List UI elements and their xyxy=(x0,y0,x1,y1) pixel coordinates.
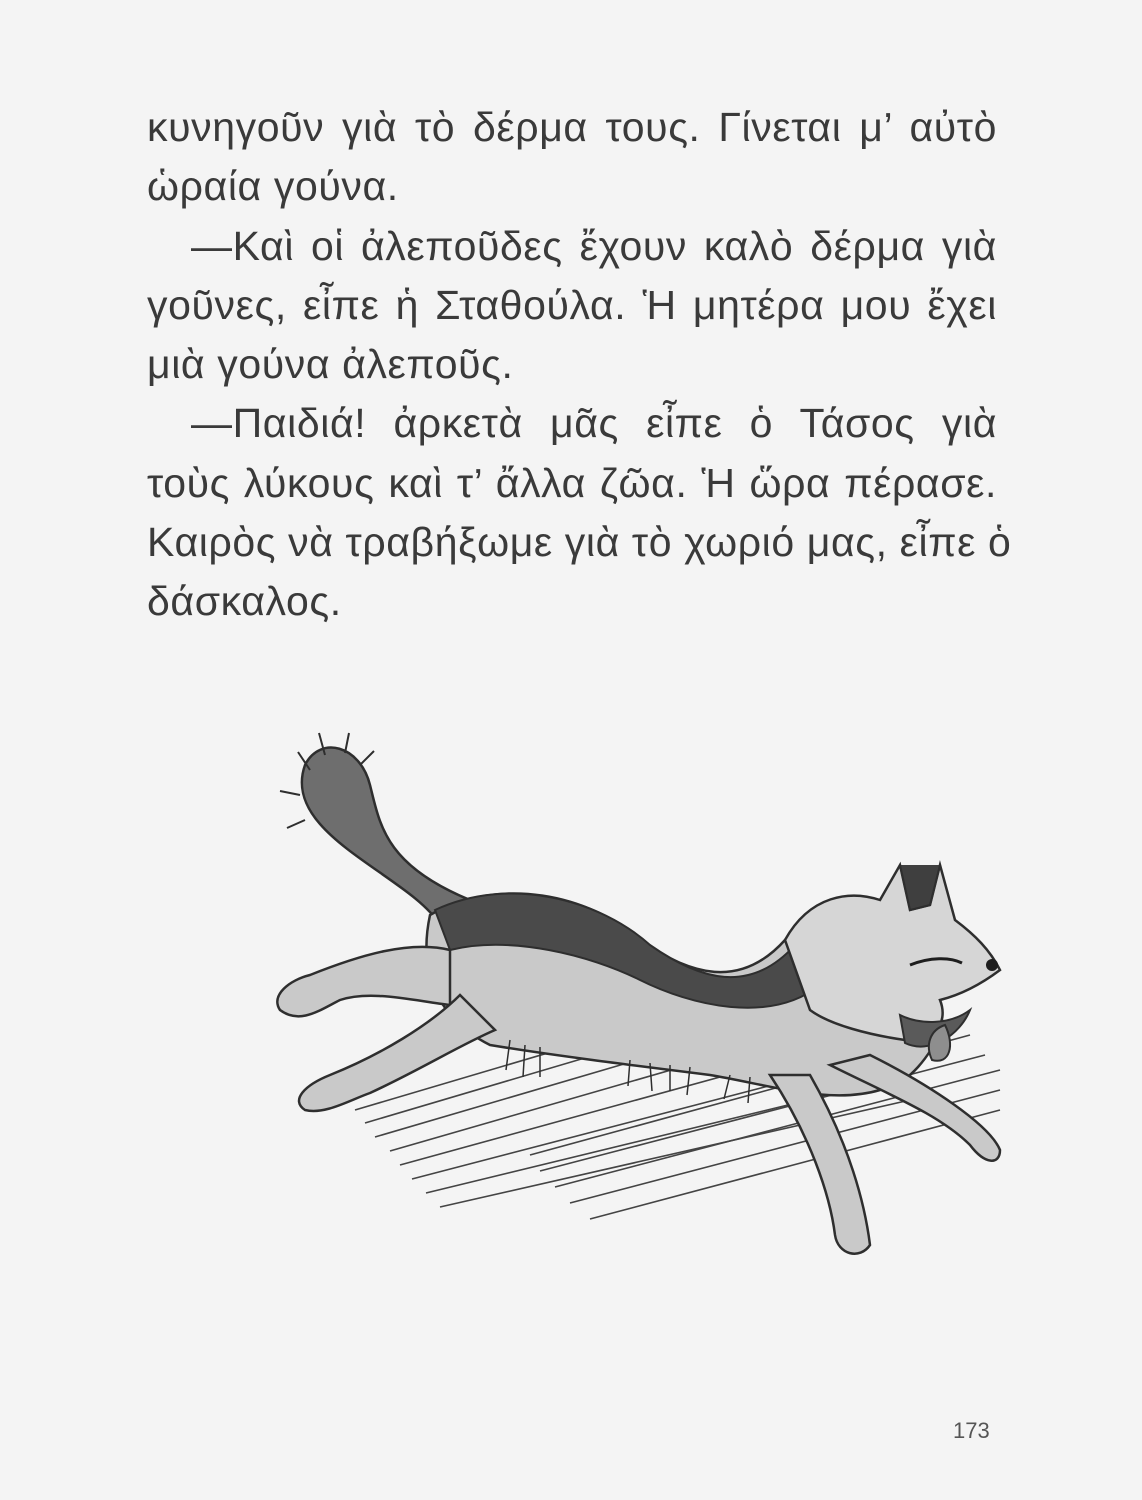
text-line: —Καὶ οἱ ἀλεποῦδες ἔχουν καλὸ δέρμα γιὰ xyxy=(191,222,997,269)
text-line: κυνηγοῦν γιὰ τὸ δέρμα τους. Γίνεται μ’ αὐτὸ xyxy=(147,104,997,150)
paragraph-2 xyxy=(147,217,997,395)
story-text xyxy=(147,98,1012,632)
text-line: Καιρὸς νὰ τραβήξωμε γιὰ τὸ χωριό μας, εἶπε ὁ xyxy=(147,519,1012,566)
wolf-running-icon xyxy=(210,725,1010,1365)
text-line: —Παιδιά! ἀρκετὰ μᾶς εἶπε ὁ Τάσος γιὰ xyxy=(191,400,997,447)
text-line: γοῦνες, εἶπε ἡ Σταθούλα. Ἡ μητέρα μου ἔχει xyxy=(147,281,997,328)
text-line: ὡραία γούνα. xyxy=(147,163,399,210)
paragraph-3 xyxy=(147,394,1012,631)
text-line: δάσκαλος. xyxy=(147,578,342,625)
paragraph-1 xyxy=(147,98,997,217)
page-number: 173 xyxy=(953,1418,990,1443)
text-line: μιὰ γούνα ἀλεποῦς. xyxy=(147,341,514,388)
text-line: τοὺς λύκους καὶ τ’ ἄλλα ζῶα. Ἡ ὥρα πέρασε. xyxy=(147,459,997,506)
